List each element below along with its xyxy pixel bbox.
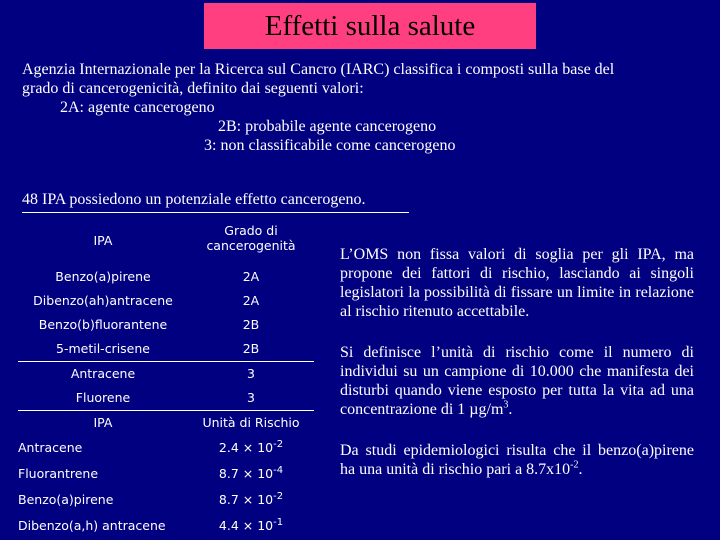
intro-section [22,60,692,154]
table1-header-grado-line1: Grado di [224,223,278,238]
table2-cell-ipa: Fluorantrene [18,466,99,481]
table1-cell-ipa: Benzo(b)fluorantene [38,317,168,332]
table1-header-grado-line2: cancerogenità [206,238,296,253]
risk-exponent: -2 [273,490,284,502]
risk-base: 2.4 × 10 [218,440,274,455]
intro-line-2: grado di cancerogenicità, definito dai seguenti valori: [22,80,364,97]
table-row [18,513,314,539]
studi-text: Da studi epidemiologici risulta che il benzo(a)pirene ha una unità di rischio pari a 8.7x10 [340,442,694,478]
table1-cell-grado: 2B [242,317,260,332]
table1-cell-grado: 2B [242,341,260,356]
unita-rischio-paragraph [340,343,694,419]
table2-cell-risk [188,461,314,487]
table-row [18,265,314,289]
table-row [18,313,314,337]
table2-cell-ipa: Antracene [18,440,83,455]
table2-cell-ipa: Dibenzo(a,h) antracene [18,518,166,533]
studi-end: . [578,461,583,478]
studi-sup: -2 [570,459,579,471]
table1-cell-ipa: Dibenzo(ah)antracene [33,293,173,308]
studi-paragraph [340,441,694,479]
scale-3: 3: non classificabile come cancerogeno [204,137,456,154]
scale-2b: 2B: probabile agente cancerogeno [218,118,437,135]
table1-cell-grado: 3 [247,366,255,381]
table1-cell-ipa: 5-metil-crisene [56,341,150,356]
table2-header-unita: Unità di Rischio [202,415,300,430]
risk-base: 8.7 × 10 [218,466,274,481]
table1-cell-ipa: Fluorene [75,390,131,405]
unita-rischio-sup: 3 [503,399,509,411]
oms-paragraph: L’OMS non fissa valori di soglia per gli IPA, ma propone dei fattori di rischio, lasciando ai singoli legislatori la possibilità di fissare un limite in relazione al rischio ritenuto accettabile. [340,246,694,320]
table-row [18,362,314,386]
table-row [18,461,314,487]
table1-header-ipa: IPA [93,233,113,248]
table1-cell-ipa: Benzo(a)pirene [55,269,151,284]
unita-rischio-end: . [508,401,513,418]
table2-cell-risk [188,513,314,539]
risk-exponent: -1 [273,516,284,528]
intro-line-1: Agenzia Internazionale per la Ricerca sul Cancro (IARC) classifica i composti sulla base del [22,61,615,78]
table1-cell-ipa: Antracene [70,366,136,381]
risk-exponent: -4 [273,464,284,476]
summary-text: 48 IPA possiedono un potenziale effetto cancerogeno. [22,191,366,208]
ipa-table [18,221,314,539]
table2-header [18,411,314,435]
slide-title-text: Effetti sulla salute [264,9,476,42]
table1-header-grado [188,221,314,265]
table-row [18,289,314,313]
risk-base: 8.7 × 10 [218,492,274,507]
risk-exponent: -2 [273,438,284,450]
table-row [18,337,314,362]
table-row [18,386,314,411]
table-row [18,435,314,461]
table1-cell-grado: 3 [247,390,255,405]
unita-rischio-text: Si definisce l’unità di rischio come il numero di individui su un campione di 10.000 che manifesta dei disturbi quando viene esposto per tutta la vita ad una concentrazione di 1 µg/m [340,344,694,418]
slide-title [204,3,536,49]
summary-underline [22,212,409,213]
table2-cell-ipa: Benzo(a)pirene [18,492,114,507]
table1-cell-grado: 2A [242,269,260,284]
table1-header [18,221,314,265]
risk-base: 4.4 × 10 [218,518,274,533]
table-row [18,487,314,513]
table2-header-ipa: IPA [93,415,113,430]
scale-2a: 2A: agente cancerogeno [60,99,215,116]
table2-cell-risk [188,435,314,461]
table1-cell-grado: 2A [242,293,260,308]
explanation-column [340,245,694,479]
table2-cell-risk [188,487,314,513]
